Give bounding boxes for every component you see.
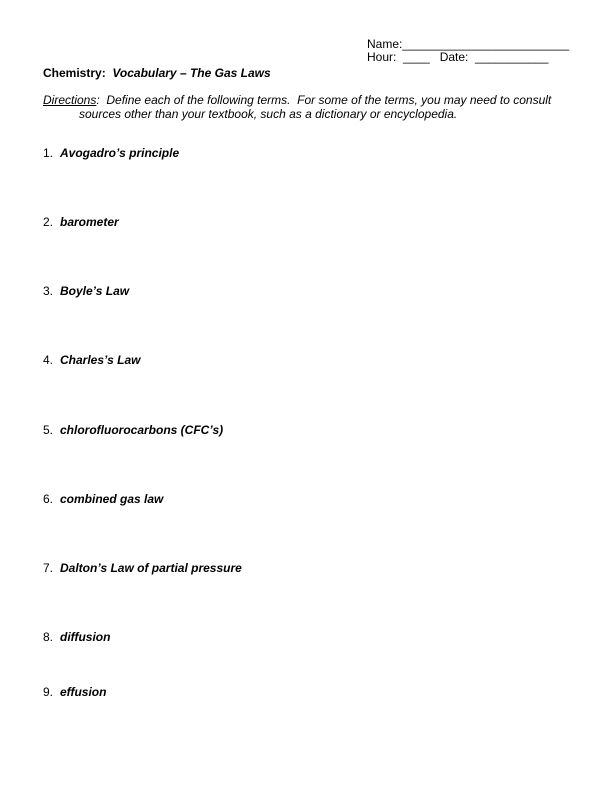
item-term: barometer bbox=[60, 215, 119, 229]
title-topic: Vocabulary – The Gas Laws bbox=[112, 66, 271, 80]
vocab-item-1 bbox=[43, 146, 179, 160]
vocab-item-9 bbox=[43, 685, 106, 699]
item-term: combined gas law bbox=[60, 492, 164, 506]
item-number: 4. bbox=[43, 353, 54, 367]
vocab-item-8 bbox=[43, 630, 110, 644]
item-term: effusion bbox=[60, 685, 107, 699]
item-term: Avogadro’s principle bbox=[60, 146, 180, 160]
directions-line-2: sources other than your textbook, such as a dictionary or encyclopedia. bbox=[79, 107, 458, 121]
item-term: Boyle’s Law bbox=[60, 284, 130, 298]
hour-date-line: Hour: ____ Date: ___________ bbox=[367, 50, 549, 64]
directions: Directions: Define each of the following terms. For some of the terms, you may need to consult sources other than your textbook, such as a dictionary or encyclopedia. bbox=[43, 93, 552, 121]
title-subject: Chemistry: bbox=[43, 66, 106, 80]
vocab-item-5 bbox=[43, 423, 223, 437]
name-field-line: Name:_________________________ bbox=[367, 37, 570, 51]
item-number: 6. bbox=[43, 492, 54, 506]
vocab-item-3 bbox=[43, 284, 129, 298]
directions-label: Directions bbox=[43, 93, 97, 107]
item-term: diffusion bbox=[60, 630, 111, 644]
vocab-item-4 bbox=[43, 353, 140, 367]
item-number: 5. bbox=[43, 423, 54, 437]
item-number: 7. bbox=[43, 561, 54, 575]
item-number: 2. bbox=[43, 215, 54, 229]
vocab-item-6 bbox=[43, 492, 163, 506]
item-term: chlorofluorocarbons (CFC’s) bbox=[60, 423, 224, 437]
item-term: Charles’s Law bbox=[60, 353, 141, 367]
item-number: 8. bbox=[43, 630, 54, 644]
item-number: 1. bbox=[43, 146, 54, 160]
item-term: Dalton’s Law of partial pressure bbox=[60, 561, 242, 575]
vocab-item-2 bbox=[43, 215, 119, 229]
directions-line-1: Define each of the following terms. For some of the terms, you may need to consult bbox=[106, 93, 552, 107]
item-number: 3. bbox=[43, 284, 54, 298]
vocab-item-7 bbox=[43, 561, 242, 575]
item-number: 9. bbox=[43, 685, 54, 699]
worksheet-title bbox=[43, 66, 271, 80]
